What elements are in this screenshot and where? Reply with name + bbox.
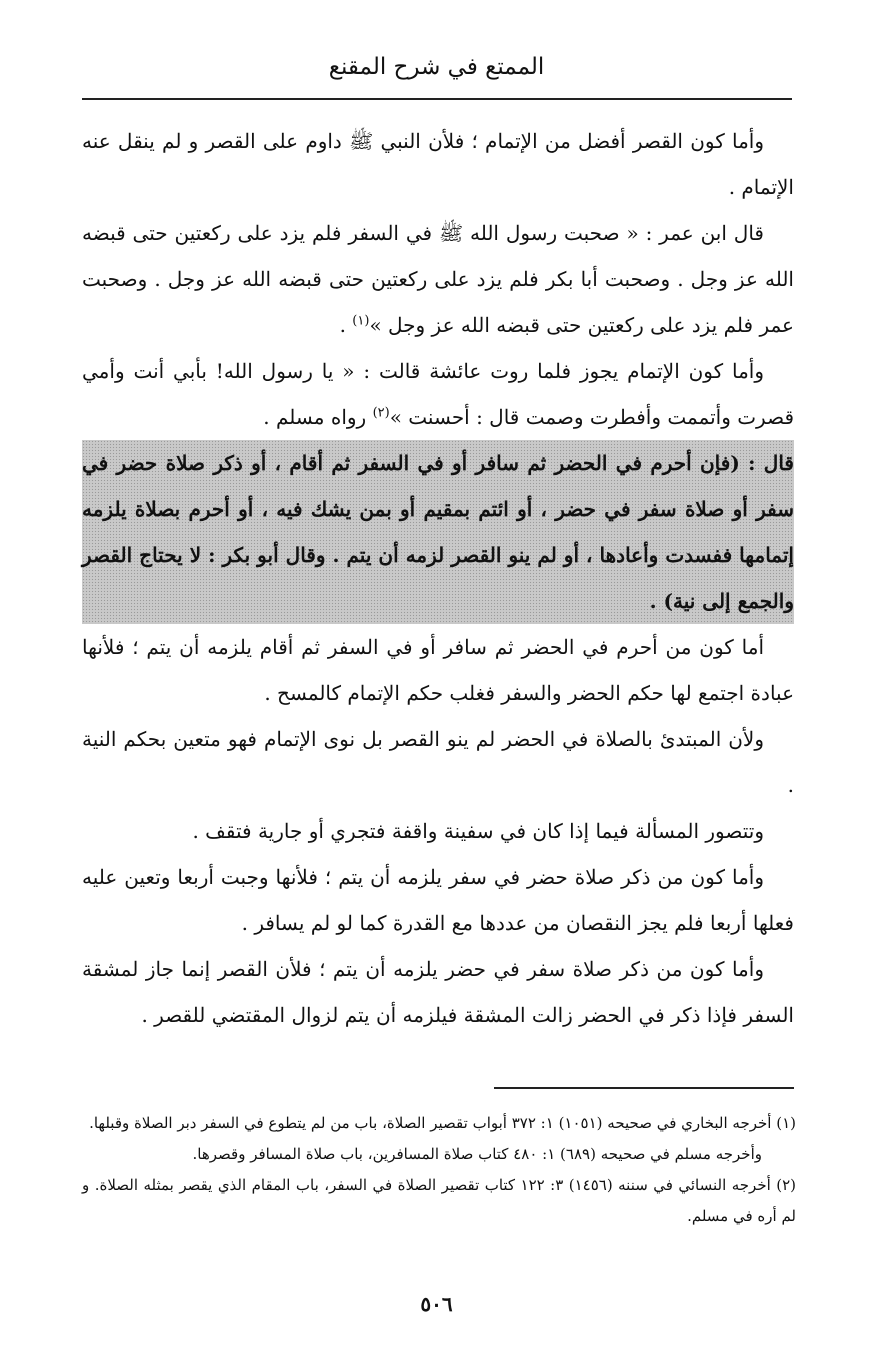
paragraph-2 xyxy=(82,210,794,348)
footnote-ref-1: (١) xyxy=(352,313,370,329)
footnotes xyxy=(82,1108,796,1232)
paragraph-5: ولأن المبتدئ بالصلاة في الحضر لم ينو القصر بل نوى الإتمام فهو متعين بحكم النية . xyxy=(82,727,794,797)
page-number: ٥٠٦ xyxy=(420,1292,453,1316)
footnote-divider xyxy=(494,1087,794,1089)
header-divider xyxy=(82,98,792,100)
paragraph-8: وأما كون من ذكر صلاة سفر في حضر يلزمه أن يتم ؛ فلأن القصر إنما جاز لمشقة السفر فإذا ذكر في الحضر زالت المشقة فيلزمه أن يتم لزوال المقتضي للقصر . xyxy=(82,957,794,1027)
paragraph-3-text: وأما كون الإتمام يجوز فلما روت عائشة قالت : « يا رسول الله! بأبي أنت وأمي قصرت وأتممت وأفطرت وصمت قال : أحسنت » xyxy=(82,359,794,429)
footnote-2: (٢) أخرجه النسائي في سننه (١٤٥٦) ٣: ١٢٢ كتاب تقصير الصلاة في السفر، باب المقام الذي يقصر بمثله الصلاة. و لم أره في مسلم. xyxy=(82,1176,796,1225)
paragraph-3 xyxy=(82,348,794,440)
paragraph-2-text: قال ابن عمر : « صحبت رسول الله ﷺ في السفر فلم يزد على ركعتين حتى قبضه الله عز وجل . وصحبت أبا بكر فلم يزد على ركعتين حتى قبضه الله عز وجل . وصحبت عمر فلم يزد على ركعتين حتى قبضه الله عز وجل » xyxy=(82,221,794,337)
paragraph-4: أما كون من أحرم في الحضر ثم سافر أو في السفر ثم أقام يلزمه أن يتم ؛ فلأنها عبادة اجتمع لها حكم الحضر والسفر فغلب حكم الإتمام كالمسح . xyxy=(82,635,794,705)
matn-highlighted-text: قال : (فإن أحرم في الحضر ثم سافر أو في السفر ثم أقام ، أو ذكر صلاة حضر في سفر أو صلاة سفر في حضر ، أو ائتم بمقيم أو بمن يشك فيه ، أو أحرم بصلاة يلزمه إتمامها ففسدت وأعادها ، أو لم ينو القصر لزمه أن يتم . وقال أبو بكر : لا يحتاج القصر والجمع إلى نية) . xyxy=(82,440,794,624)
footnote-1-continuation: وأخرجه مسلم في صحيحه (٦٨٩) ١: ٤٨٠ كتاب صلاة المسافرين، باب صلاة المسافر وقصرها. xyxy=(192,1145,762,1163)
main-text xyxy=(82,118,794,1038)
paragraph-2-suffix: . xyxy=(339,313,346,337)
paragraph-7: وأما كون من ذكر صلاة حضر في سفر يلزمه أن يتم ؛ فلأنها وجبت أربعا وتعين عليه فعلها أربعا فلم يجز النقصان من عددها مع القدرة كما لو لم يسافر . xyxy=(82,865,794,935)
paragraph-3-suffix: رواه مسلم . xyxy=(263,405,367,429)
footnote-ref-2: (٢) xyxy=(372,405,390,421)
running-header-title: الممتع في شرح المقنع xyxy=(328,54,545,80)
footnote-1: (١) أخرجه البخاري في صحيحه (١٠٥١) ١: ٣٧٢ أبواب تقصير الصلاة، باب من لم يتطوع في السفر دبر الصلاة وقبلها. xyxy=(89,1114,796,1132)
paragraph-1: وأما كون القصر أفضل من الإتمام ؛ فلأن النبي ﷺ داوم على القصر و لم ينقل عنه الإتمام . xyxy=(82,129,794,199)
paragraph-6: وتتصور المسألة فيما إذا كان في سفينة واقفة فتجري أو جارية فتقف . xyxy=(192,819,764,843)
